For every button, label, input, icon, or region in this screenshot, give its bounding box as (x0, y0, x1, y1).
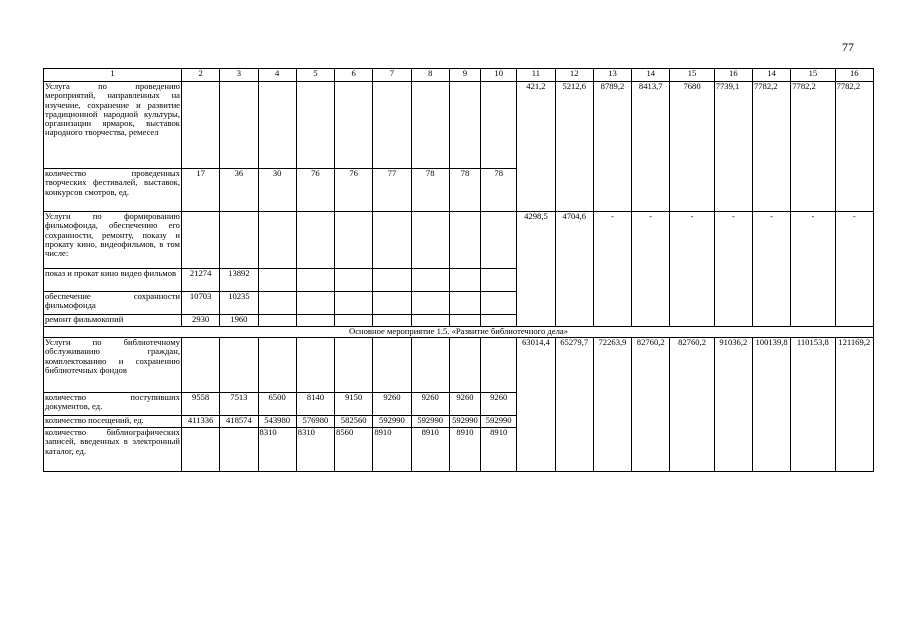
empty-cell (220, 338, 258, 393)
value-cell: 418574 (220, 416, 258, 428)
empty-cell (449, 269, 480, 292)
value-cell: 30 (258, 169, 296, 212)
value-cell: 77 (373, 169, 411, 212)
empty-cell (411, 338, 449, 393)
finance-cell: 82760,2 (632, 338, 670, 472)
header-cell: 10 (481, 69, 517, 82)
empty-cell (258, 338, 296, 393)
finance-cell: 63014,4 (517, 338, 555, 472)
row-label: Услуги по формированию фильмофонда, обеспечению его сохранности, ремонту, показу и прокату кино, видеофильмов, в том числе: (44, 212, 182, 269)
value-cell: 9558 (181, 393, 219, 416)
value-cell: 9260 (373, 393, 411, 416)
header-cell: 6 (335, 69, 373, 82)
empty-cell (296, 315, 334, 327)
value-cell: 576980 (296, 416, 334, 428)
empty-cell (373, 292, 411, 315)
value-cell: 36 (220, 169, 258, 212)
header-cell: 9 (449, 69, 480, 82)
value-cell: 592990 (411, 416, 449, 428)
header-cell: 8 (411, 69, 449, 82)
empty-cell (411, 315, 449, 327)
value-cell: 21274 (181, 269, 219, 292)
finance-cell: 7782,2 (752, 82, 790, 212)
empty-cell (258, 315, 296, 327)
header-row (44, 69, 874, 82)
empty-cell (373, 338, 411, 393)
empty-cell (258, 82, 296, 169)
empty-cell (373, 82, 411, 169)
empty-cell (449, 338, 480, 393)
empty-cell (335, 315, 373, 327)
empty-cell (181, 428, 219, 472)
empty-cell (481, 315, 517, 327)
value-cell: 17 (181, 169, 219, 212)
finance-cell: 72263,9 (593, 338, 631, 472)
empty-cell (449, 82, 480, 169)
finance-cell: 121169,2 (835, 338, 873, 472)
finance-cell: 7782,2 (791, 82, 835, 212)
value-cell: 592990 (481, 416, 517, 428)
finance-cell: - (752, 212, 790, 327)
page-number: 77 (842, 40, 854, 54)
value-cell: 9150 (335, 393, 373, 416)
empty-cell (481, 292, 517, 315)
value-cell: 76 (296, 169, 334, 212)
header-cell: 11 (517, 69, 555, 82)
header-cell: 16 (714, 69, 752, 82)
finance-cell: 110153,8 (791, 338, 835, 472)
value-cell: 8310 (296, 428, 334, 472)
header-cell: 15 (670, 69, 714, 82)
row-label: обеспечение сохранности фильмофонда (44, 292, 182, 315)
empty-cell (481, 212, 517, 269)
empty-cell (296, 292, 334, 315)
value-cell: 8310 (258, 428, 296, 472)
finance-cell: 100139,8 (752, 338, 790, 472)
value-cell: 8560 (335, 428, 373, 472)
value-cell: 7513 (220, 393, 258, 416)
empty-cell (258, 269, 296, 292)
finance-cell: - (714, 212, 752, 327)
empty-cell (373, 315, 411, 327)
value-cell: 8910 (411, 428, 449, 472)
finance-cell: 8413,7 (632, 82, 670, 212)
header-cell: 13 (593, 69, 631, 82)
value-cell: 9260 (481, 393, 517, 416)
row-label: Услуга по проведению мероприятий, направленных на изучение, сохранение и развитие традиционной народной культуры, организации ярмарок, выставок народного творчества, ремесел (44, 82, 182, 169)
finance-cell: 7739,1 (714, 82, 752, 212)
empty-cell (411, 269, 449, 292)
row-label: Услуги по библиотечному обслуживанию граждан, комплектованию и сохранению библиотечных фондов (44, 338, 182, 393)
header-cell: 7 (373, 69, 411, 82)
section-title: Основное мероприятие 1.5. «Развитие библиотечного дела» (44, 327, 874, 338)
header-cell: 14 (752, 69, 790, 82)
empty-cell (296, 269, 334, 292)
row-label: количество поступивших документов, ед. (44, 393, 182, 416)
empty-cell (220, 212, 258, 269)
finance-cell: 82760,2 (670, 338, 714, 472)
header-cell: 1 (44, 69, 182, 82)
empty-cell (373, 269, 411, 292)
value-cell: 592990 (373, 416, 411, 428)
empty-cell (258, 212, 296, 269)
header-cell: 16 (835, 69, 873, 82)
finance-cell: - (791, 212, 835, 327)
value-cell: 2930 (181, 315, 219, 327)
finance-cell: 421,2 (517, 82, 555, 212)
table-row (44, 82, 874, 169)
empty-cell (449, 212, 480, 269)
header-cell: 14 (632, 69, 670, 82)
finance-cell: - (670, 212, 714, 327)
value-cell: 1960 (220, 315, 258, 327)
finance-cell: 91036,2 (714, 338, 752, 472)
row-label: показ и прокат кино видео фильмов (44, 269, 182, 292)
finance-cell: - (593, 212, 631, 327)
empty-cell (449, 315, 480, 327)
value-cell: 13892 (220, 269, 258, 292)
value-cell: 582560 (335, 416, 373, 428)
value-cell: 592990 (449, 416, 480, 428)
value-cell: 6500 (258, 393, 296, 416)
empty-cell (296, 212, 334, 269)
finance-cell: 7782,2 (835, 82, 873, 212)
value-cell: 9260 (411, 393, 449, 416)
empty-cell (258, 292, 296, 315)
value-cell: 411336 (181, 416, 219, 428)
empty-cell (220, 428, 258, 472)
finance-cell: 4298,5 (517, 212, 555, 327)
empty-cell (335, 82, 373, 169)
empty-cell (181, 82, 219, 169)
finance-cell: 65279,7 (555, 338, 593, 472)
value-cell: 8140 (296, 393, 334, 416)
table-row (44, 212, 874, 269)
empty-cell (335, 212, 373, 269)
value-cell: 8910 (373, 428, 411, 472)
value-cell: 76 (335, 169, 373, 212)
row-label: количество посещений, ед. (44, 416, 182, 428)
empty-cell (411, 82, 449, 169)
table-row (44, 338, 874, 393)
value-cell: 78 (481, 169, 517, 212)
empty-cell (220, 82, 258, 169)
value-cell: 78 (449, 169, 480, 212)
header-cell: 3 (220, 69, 258, 82)
row-label: ремонт фильмокопий (44, 315, 182, 327)
value-cell: 78 (411, 169, 449, 212)
value-cell: 8910 (449, 428, 480, 472)
value-cell: 10703 (181, 292, 219, 315)
row-label: количество библиографических записей, введенных в электронный каталог, ед. (44, 428, 182, 472)
finance-cell: 8789,2 (593, 82, 631, 212)
finance-cell: - (632, 212, 670, 327)
finance-cell: 5212,6 (555, 82, 593, 212)
finance-cell: 4704,6 (555, 212, 593, 327)
empty-cell (181, 212, 219, 269)
empty-cell (411, 292, 449, 315)
finance-cell: - (835, 212, 873, 327)
header-cell: 12 (555, 69, 593, 82)
empty-cell (481, 338, 517, 393)
empty-cell (181, 338, 219, 393)
data-table (43, 68, 874, 472)
empty-cell (481, 82, 517, 169)
empty-cell (335, 292, 373, 315)
value-cell: 10235 (220, 292, 258, 315)
empty-cell (449, 292, 480, 315)
header-cell: 4 (258, 69, 296, 82)
value-cell: 9260 (449, 393, 480, 416)
header-cell: 2 (181, 69, 219, 82)
empty-cell (481, 269, 517, 292)
empty-cell (373, 212, 411, 269)
empty-cell (296, 338, 334, 393)
header-cell: 5 (296, 69, 334, 82)
finance-cell: 7680 (670, 82, 714, 212)
value-cell: 8910 (481, 428, 517, 472)
empty-cell (335, 338, 373, 393)
value-cell: 543980 (258, 416, 296, 428)
empty-cell (411, 212, 449, 269)
section-row (44, 327, 874, 338)
empty-cell (296, 82, 334, 169)
header-cell: 15 (791, 69, 835, 82)
row-label: количество проведенных творческих фестивалей, выставок, конкурсов смотров, ед. (44, 169, 182, 212)
empty-cell (335, 269, 373, 292)
